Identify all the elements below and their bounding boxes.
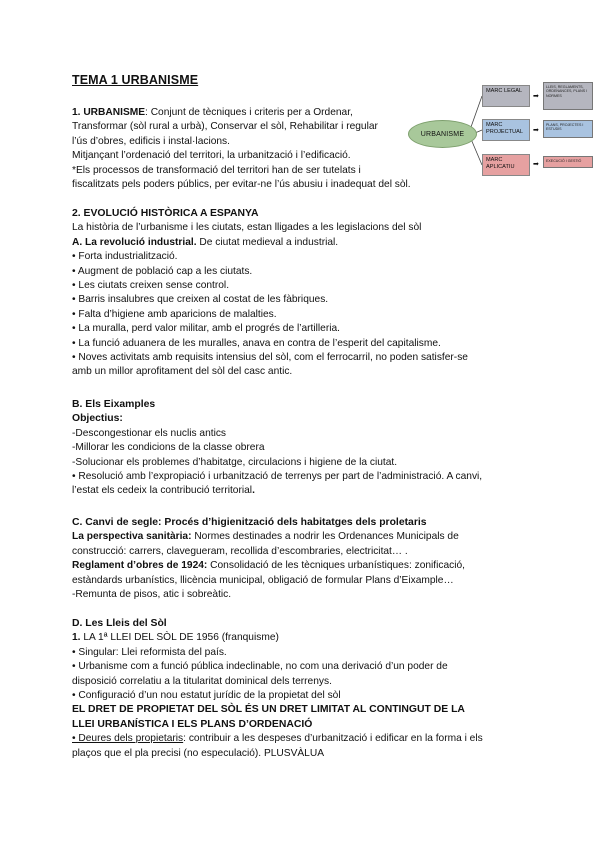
section-c-heading: C. Canvi de segle: Procés d’higienització dels habitatges dels proletaris xyxy=(72,517,427,528)
section1-line4: Mitjançant l’ordenació del territori, la urbanització i l’edificació. xyxy=(72,150,351,162)
urbanisme-diagram xyxy=(405,82,595,177)
section-canvi-segle xyxy=(72,516,512,602)
section-b-heading: B. Els Eixamples xyxy=(72,399,156,410)
section1-heading: 1. URBANISME xyxy=(72,107,146,118)
list-item: disposició correlatiu a la titularitat dominical dels terrenys. xyxy=(72,675,332,687)
list-item: • Augment de població cap a les ciutats. xyxy=(72,265,253,277)
arrow-right-icon: ➡ xyxy=(533,93,539,100)
perspectiva-label: La perspectiva sanitària: xyxy=(72,531,192,543)
list-item: • Configuració d’un nou estatut jurídic de la propietat del sòl xyxy=(72,690,341,702)
diagram-detail-aplicatiu: EXECUCIÓ I GESTIÓ xyxy=(543,156,593,168)
objectives-label: Objectius: xyxy=(72,413,123,425)
perspectiva-line2: construcció: carrers, clavegueram, recollida d’escombraries, electricitat… . xyxy=(72,545,408,557)
section1-line2: Transformar (sòl rural a urbà), Conservar el sòl, Rehabilitar i regular xyxy=(72,121,378,133)
list-item: l’estat els cedeix la contribució territorial xyxy=(72,485,253,497)
section-a-heading: A. La revolució industrial. xyxy=(72,236,197,248)
bold-statement-line2: LLEI URBANÍSTICA I ELS PLANS D’ORDENACIÓ xyxy=(72,718,313,730)
list-item: • La funció aduanera de les muralles, anava en contra de l’esperit del capitalisme. xyxy=(72,337,441,349)
section-d-heading: D. Les Lleis del Sòl xyxy=(72,618,167,629)
list-item: • Barris insalubres que creixen al costat de les fàbriques. xyxy=(72,294,329,306)
page-title: TEMA 1 URBANISME xyxy=(72,73,199,87)
arrow-right-icon: ➡ xyxy=(533,127,539,134)
section-lleis-sol xyxy=(72,617,512,761)
perspectiva-text: Normes destinades a nodrir les Ordenances Municipals de xyxy=(191,531,459,543)
list-item: • Falta d’higiene amb aparicions de malalties. xyxy=(72,308,277,320)
section-eixamples xyxy=(72,398,512,499)
section2-heading: 2. EVOLUCIÓ HISTÒRICA A ESPANYA xyxy=(72,208,259,219)
list-item: amb un millor aprofitament del sòl del casc antic. xyxy=(72,366,293,378)
section2-intro: La història de l’urbanisme i les ciutats, estan lligades a les legislacions del sòl xyxy=(72,222,422,234)
law-title: LA 1ª LLEI DEL SÒL DE 1956 (franquisme) xyxy=(80,632,279,644)
deures-label: • Deures dels propietaris xyxy=(72,733,184,745)
diagram-detail-projectual: PLANS, PROJECTES I ESTUDIS xyxy=(543,120,593,138)
diagram-center-node: URBANISME xyxy=(408,120,477,148)
section-evolucio xyxy=(72,207,512,380)
list-item: • Resolució amb l’expropiació i urbanització de terrenys per part de l’administració. A canvi, xyxy=(72,471,483,483)
list-item: • Singular: Llei reformista del país. xyxy=(72,646,227,658)
reglament-label: Reglament d’obres de 1924: xyxy=(72,560,208,572)
reglament-line2: estàndards urbanístics, llicència municipal, obligació de formular Plans d’Eixample… xyxy=(72,574,454,586)
reglament-text: Consolidació de les tècniques urbanístiques: zonificació, xyxy=(207,560,465,572)
bold-statement-line1: EL DRET DE PROPIETAT DEL SÒL ÉS UN DRET LIMITAT AL CONTINGUT DE LA xyxy=(72,704,465,716)
list-item: • Noves activitats amb requisits intensius del sòl, com el ferrocarril, no poden satisfer-se xyxy=(72,352,468,364)
arrow-right-icon: ➡ xyxy=(533,161,539,168)
list-item: -Descongestionar els nuclis antics xyxy=(72,427,227,439)
list-item: -Solucionar els problemes d’habitatge, circulacions i higiene de la ciutat. xyxy=(72,456,398,468)
deures-text: : contribuir a les despeses d’urbanització i edificar en la forma i els xyxy=(183,733,483,745)
diagram-box-legal: MARC LEGAL xyxy=(482,85,530,107)
remunta-line: -Remunta de pisos, atic i sobreàtic. xyxy=(72,589,232,601)
list-item: -Millorar les condicions de la classe obrera xyxy=(72,442,265,454)
list-item: • La muralla, perd valor militar, amb el progrés de l’artilleria. xyxy=(72,323,340,335)
diagram-detail-legal: LLEIS, REGLAMENTS, ORDENANCES, PLANS I NORMES xyxy=(543,82,593,110)
section1-line1: : Conjunt de tècniques i criteris per a Ordenar, xyxy=(145,107,353,118)
section1-line3: l’ús d’obres, edificis i instal·lacions. xyxy=(72,135,230,147)
plusvalua-line: plaços que el pla precisi (no especulació). PLUSVÀLUA xyxy=(72,747,324,759)
section1-line6: fiscalitzats pels poders públics, per evitar-ne l’ús abusiu i inadequat del sòl. xyxy=(72,179,411,191)
list-item: • Urbanisme com a funció pública indeclinable, no com una derivació d’un poder de xyxy=(72,661,448,673)
list-item: • Les ciutats creixen sense control. xyxy=(72,280,230,292)
period: . xyxy=(252,485,255,497)
law-number: 1. xyxy=(72,632,81,644)
diagram-box-projectual: MARC PROJECTUAL xyxy=(482,119,530,141)
section1-line5: *Els processos de transformació del territori han de ser tutelats i xyxy=(72,164,361,176)
diagram-box-aplicatiu: MARC APLICATIU xyxy=(482,154,530,176)
list-item: • Forta industrialització. xyxy=(72,251,178,263)
section-a-rest: De ciutat medieval a industrial. xyxy=(196,236,339,248)
